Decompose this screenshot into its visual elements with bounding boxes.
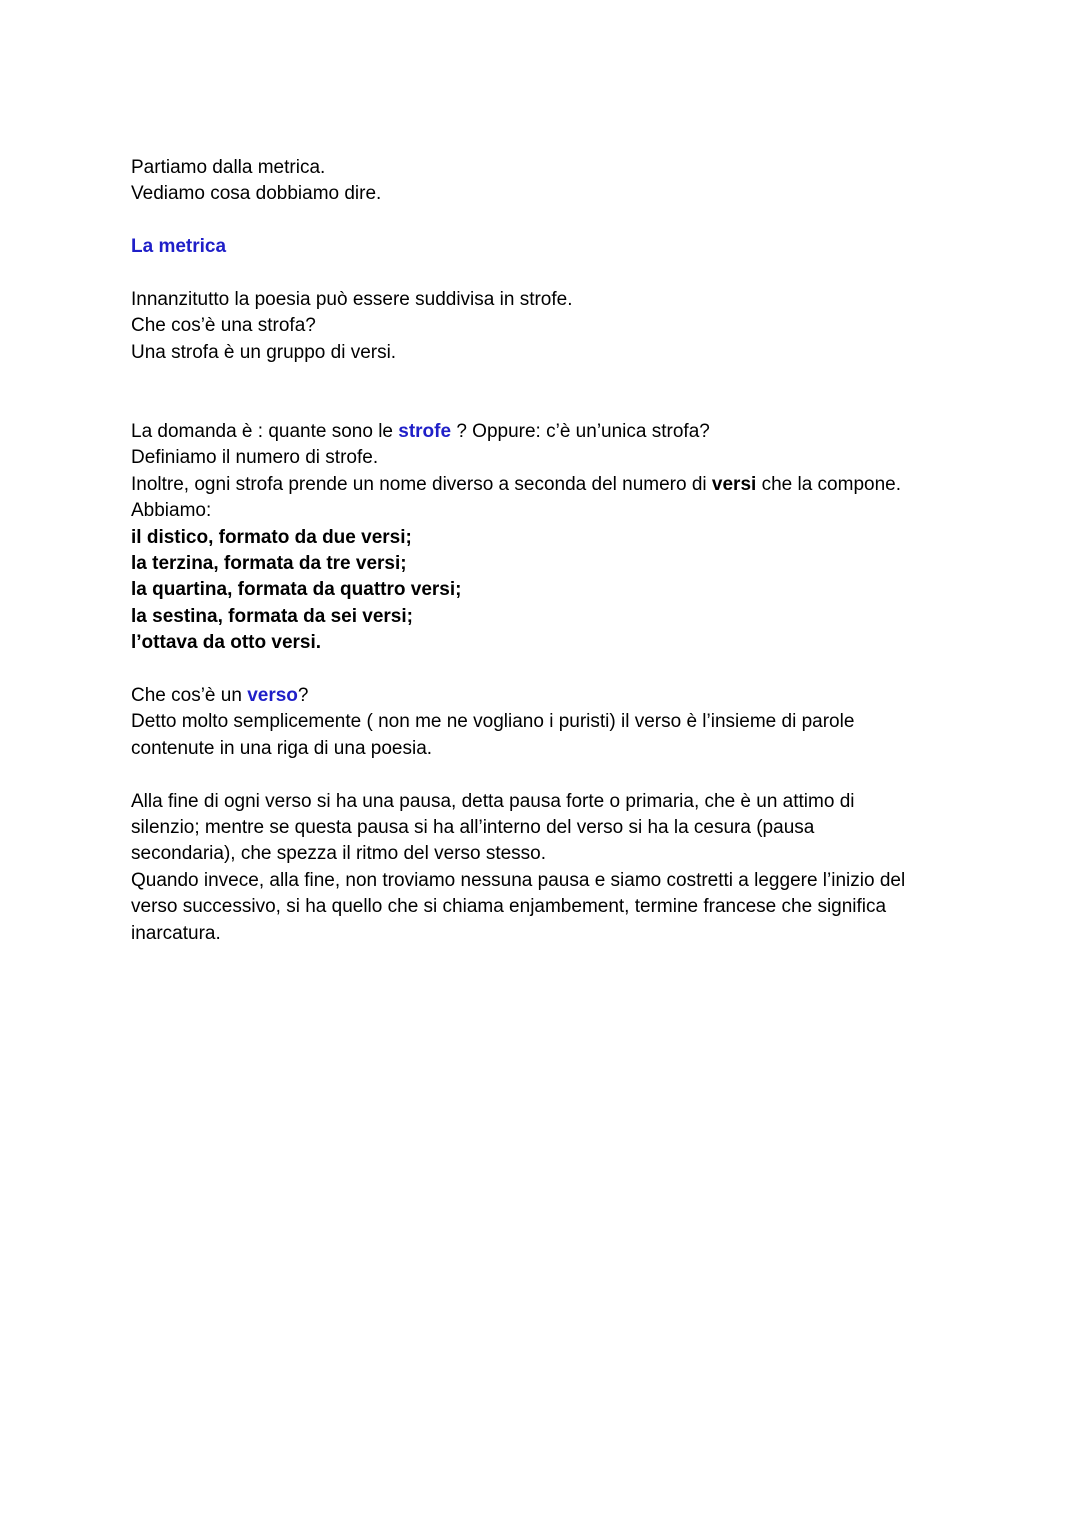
- strofa-type-item: la sestina, formata da sei versi;: [131, 605, 413, 627]
- verso-question-line: [131, 683, 961, 709]
- spacer: [131, 261, 961, 287]
- strofe-highlight: strofe: [398, 421, 452, 443]
- strofa-type-item: l’ottava da otto versi.: [131, 632, 322, 654]
- names-pre: Inoltre, ogni strofa prende un nome diverso a seconda del numero di: [131, 473, 712, 495]
- strofa-def-line-1: Innanzitutto la poesia può essere suddivisa in strofe.: [131, 289, 573, 310]
- names-post: che la compone.: [756, 473, 901, 495]
- strofa-def-line-2: Che cos’è una strofa?: [131, 315, 316, 337]
- pause-line-2: silenzio; mentre se questa pausa si ha all’interno del verso si ha la cesura (pausa: [131, 817, 815, 839]
- verso-def-line-1: Detto molto semplicemente ( non me ne vogliano i puristi) il verso è l’insieme di parole: [131, 711, 855, 733]
- strofa-type-item: la quartina, formata da quattro versi;: [131, 579, 462, 601]
- names-line: [131, 472, 961, 498]
- question-post: ? Oppure: c’è un’unica strofa?: [451, 421, 710, 443]
- pause-line-3: secondaria), che spezza il ritmo del verso stesso.: [131, 843, 547, 865]
- versi-bold: versi: [711, 473, 757, 495]
- pause-line-5: verso successivo, si ha quello che si chiama enjambement, termine francese che significa: [131, 896, 887, 918]
- spacer: [131, 762, 961, 788]
- strofa-type-item: la terzina, formata da tre versi;: [131, 553, 407, 575]
- question-pre: La domanda è : quante sono le: [131, 421, 399, 443]
- strofa-type-item: il distico, formato da due versi;: [131, 526, 412, 548]
- spacer: [131, 208, 961, 234]
- document-page: [131, 155, 961, 947]
- intro-line-2: Vediamo cosa dobbiamo dire.: [131, 183, 382, 205]
- verso-question-post: ?: [297, 685, 309, 707]
- intro-line-1: Partiamo dalla metrica.: [131, 157, 326, 178]
- section-title: La metrica: [131, 236, 227, 258]
- verso-highlight: verso: [247, 685, 298, 707]
- spacer: [131, 366, 961, 419]
- pause-line-1: Alla fine di ogni verso si ha una pausa, detta pausa forte o primaria, che è un attimo di: [131, 790, 855, 812]
- pause-line-4: Quando invece, alla fine, non troviamo nessuna pausa e siamo costretti a leggere l’inizio del: [131, 869, 906, 891]
- abbiamo-line: Abbiamo:: [131, 500, 212, 522]
- define-line: Definiamo il numero di strofe.: [131, 447, 379, 469]
- strofa-def-line-3: Una strofa è un gruppo di versi.: [131, 341, 397, 363]
- spacer: [131, 657, 961, 683]
- verso-def-line-2: contenute in una riga di una poesia.: [131, 737, 433, 759]
- pause-line-6: inarcatura.: [131, 922, 221, 944]
- verso-question-pre: Che cos’è un: [131, 685, 248, 707]
- question-line: [131, 419, 961, 445]
